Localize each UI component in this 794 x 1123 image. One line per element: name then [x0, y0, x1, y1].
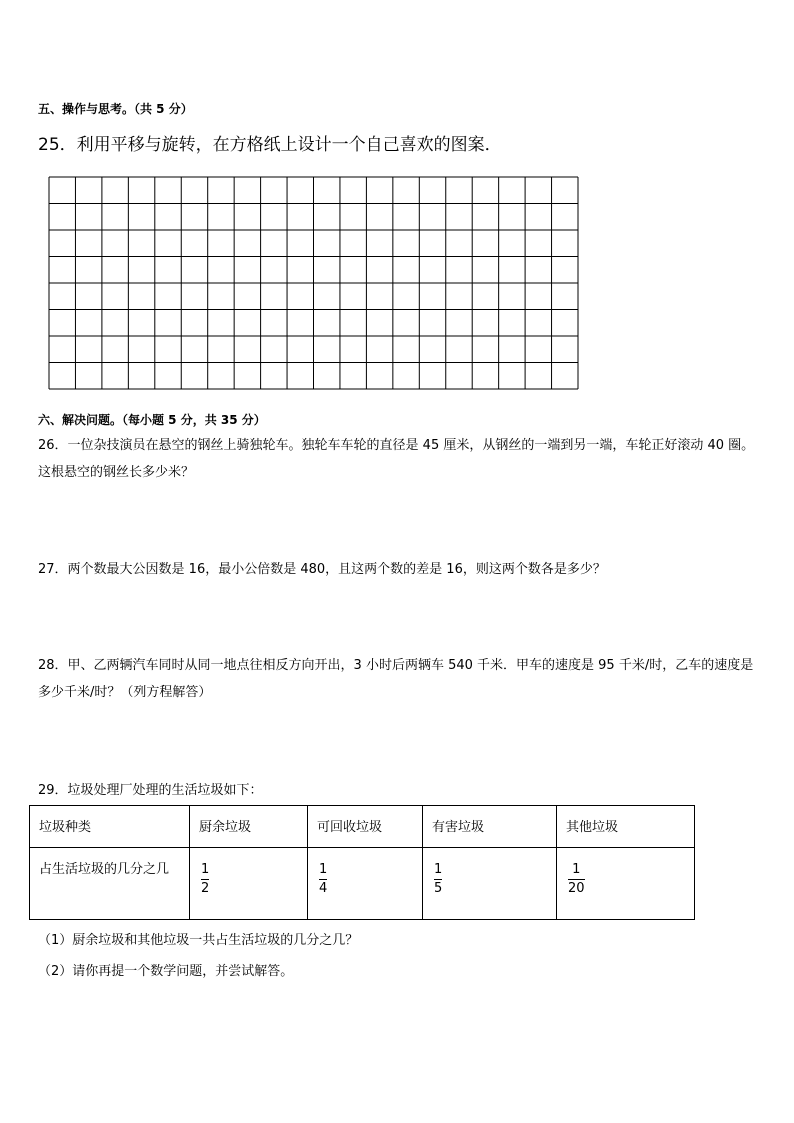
fraction	[568, 862, 585, 897]
fraction	[201, 862, 209, 897]
question-27: 27．两个数最大公因数是 16，最小公倍数是 480，且这两个数的差是 16，则这两个数各是多少？	[38, 562, 606, 577]
question-26: 26．一位杂技演员在悬空的钢丝上骑独轮车。独轮车车轮的直径是 45 厘米，从钢丝的一端到另一端，车轮正好滚动 40 圈。这根悬空的钢丝长多少米？	[38, 438, 755, 480]
fraction-cell	[423, 848, 557, 920]
table-header-row	[30, 806, 695, 848]
numerator: 1	[572, 862, 581, 877]
section-5-title: 五、操作与思考。（共 5 分）	[38, 102, 193, 116]
denominator: 20	[568, 881, 585, 896]
fraction-cell	[308, 848, 423, 920]
square-grid-paper	[48, 176, 579, 390]
row-label-cell: 占生活垃圾的几分之几	[30, 848, 190, 920]
denominator: 4	[319, 881, 328, 896]
section-6-title: 六、解决问题。（每小题 5 分，共 35 分）	[38, 413, 266, 427]
question-25: 25．利用平移与旋转，在方格纸上设计一个自己喜欢的图案．	[38, 135, 502, 155]
waste-table	[29, 805, 695, 920]
table-row	[30, 848, 695, 920]
numerator: 1	[319, 862, 328, 877]
fraction	[434, 862, 442, 897]
question-28: 28．甲、乙两辆汽车同时从同一地点往相反方向开出，3 小时后两辆车 540 千米．甲车的速度是 95 千米/时，乙车的速度是多少千米/时？（列方程解答）	[38, 658, 754, 700]
question-29-intro: 29．垃圾处理厂处理的生活垃圾如下：	[38, 783, 263, 798]
denominator: 5	[434, 881, 443, 896]
header-cell: 垃圾种类	[30, 806, 190, 848]
fraction	[319, 862, 327, 897]
header-cell: 其他垃圾	[557, 806, 695, 848]
numerator: 1	[434, 862, 443, 877]
question-29-sub-1: （1）厨余垃圾和其他垃圾一共占生活垃圾的几分之几？	[38, 933, 359, 948]
fraction-cell	[557, 848, 695, 920]
header-cell: 有害垃圾	[423, 806, 557, 848]
header-cell: 厨余垃圾	[190, 806, 308, 848]
numerator: 1	[201, 862, 210, 877]
denominator: 2	[201, 881, 210, 896]
fraction-cell	[190, 848, 308, 920]
header-cell: 可回收垃圾	[308, 806, 423, 848]
question-29-sub-2: （2）请你再提一个数学问题，并尝试解答。	[38, 964, 294, 979]
